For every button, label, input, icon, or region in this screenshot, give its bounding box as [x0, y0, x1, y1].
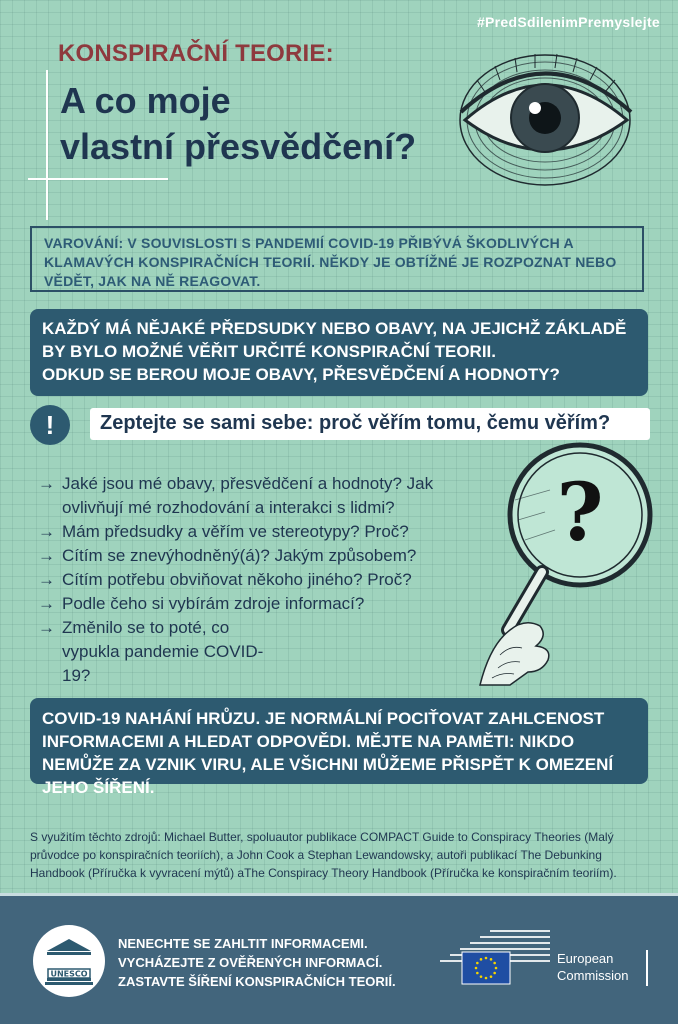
eu-star-icon: [476, 962, 479, 965]
unesco-logo: [33, 925, 105, 997]
eu-star-icon: [480, 975, 483, 978]
eu-star-icon: [490, 975, 493, 978]
list-item: [38, 520, 498, 544]
title-line-1: A co moje: [60, 80, 231, 121]
decorative-horizontal-line: [28, 178, 168, 180]
hashtag: #PredSdilenimPremyslejte: [476, 14, 660, 30]
arrow-icon: →: [38, 618, 55, 637]
divider: [646, 950, 648, 986]
question-text: Podle čeho si vybírám zdroje informací?: [62, 594, 365, 613]
list-item: [38, 568, 498, 592]
eu-star-icon: [495, 967, 498, 970]
question-heading: Zeptejte se sami sebe: proč věřím tomu, čemu věřím?: [90, 408, 650, 440]
question-text: Změnilo se to poté, co vypukla pandemie COVID-19?: [62, 618, 264, 685]
covid-message-box: COVID-19 NAHÁNÍ HRŮZU. JE NORMÁLNÍ POCIŤOVAT ZAHLCENOST INFORMACEMI A HLEDAT ODPOVĚDI. MĚJTE NA PAMĚTI: NIKDO NEMŮŽE ZA VZNIK VIRU, ALE VŠICHNI MŮŽEME PŘISPĚT K OMEZENÍ JEHO ŠÍŘENÍ.: [30, 698, 648, 784]
unesco-temple-icon: [33, 925, 105, 997]
footer-line-1: NENECHTE SE ZAHLTIT INFORMACEMI.: [118, 936, 368, 951]
question-text: Mám předsudky a věřím ve stereotypy? Proč?: [62, 522, 409, 541]
european-commission-name: [557, 950, 629, 984]
question-text: Cítím se znevýhodněný(á)? Jakým způsobem?: [62, 546, 417, 565]
list-item: [38, 472, 498, 520]
warning-box: VAROVÁNÍ: V SOUVISLOSTI S PANDEMIÍ COVID-19 PŘIBÝVÁ ŠKODLIVÝCH A KLAMAVÝCH KONSPIRAČNÍCH TEORIÍ. NĚKDY JE OBTÍŽNÉ JE ROZPOZNAT NEBO VĚDĚT, JAK NA NĚ REAGOVAT.: [30, 226, 644, 292]
sources-note: S využitím těchto zdrojů: Michael Butter, spoluautor publikace COMPACT Guide to Conspiracy Theories (Malý průvodce po konspiračních teoriích), a John Cook a Stephan Lewandowsky, autoři publikací The Debunking Handbook (Příručka k vyvracení mýtů) aThe Conspiracy Theory Handbook (Příručka ke konspiračním teoriím).: [30, 830, 617, 880]
eu-star-icon: [476, 972, 479, 975]
kicker-heading: KONSPIRAČNÍ TEORIE:: [58, 40, 334, 67]
arrow-icon: →: [38, 522, 55, 541]
ec-line-2: Commission: [557, 968, 629, 983]
prejudice-box: [30, 309, 648, 396]
list-item: [38, 544, 498, 568]
page-title: [60, 78, 460, 170]
title-line-2: vlastní přesvědčení?: [60, 126, 417, 167]
eye-illustration: [455, 40, 635, 190]
eu-star-icon: [485, 957, 488, 960]
eu-star-icon: [480, 958, 483, 961]
question-text: Cítím potřebu obviňovat někoho jiného? Proč?: [62, 570, 412, 589]
eu-star-icon: [493, 962, 496, 965]
question-list: [38, 472, 498, 688]
list-item: [38, 616, 498, 688]
prejudice-box-text: KAŽDÝ MÁ NĚJAKÉ PŘEDSUDKY NEBO OBAVY, NA JEJICHŽ ZÁKLADĚ BY BYLO MOŽNÉ VĚŘIT URČITÉ KONSPIRAČNÍ TEORII.: [42, 319, 627, 361]
eu-star-icon: [475, 967, 478, 970]
eu-star-icon: [493, 972, 496, 975]
decorative-vertical-line: [46, 70, 48, 220]
arrow-icon: →: [38, 474, 55, 493]
footer-line-3: ZASTAVTE ŠÍŘENÍ KONSPIRAČNÍCH TEORIÍ.: [118, 974, 396, 989]
question-text: Jaké jsou mé obavy, přesvědčení a hodnoty? Jak ovlivňují mé rozhodování a interakci s lidmi?: [62, 474, 434, 517]
ec-line-1: European: [557, 951, 614, 966]
arrow-icon: →: [38, 594, 55, 613]
magnifying-glass-illustration: [470, 440, 660, 690]
unesco-logo-text: UNESCO: [50, 969, 88, 979]
eu-star-icon: [485, 977, 488, 980]
exclamation-icon: !: [30, 405, 70, 445]
footer-line-2: VYCHÁZEJTE Z OVĚŘENÝCH INFORMACÍ.: [118, 955, 383, 970]
arrow-icon: →: [38, 570, 55, 589]
list-item: [38, 592, 498, 616]
question-mark-icon: ?: [556, 465, 604, 559]
prejudice-box-question: ODKUD SE BEROU MOJE OBAVY, PŘESVĚDČENÍ A HODNOTY?: [42, 365, 560, 384]
eu-star-icon: [490, 958, 493, 961]
footer-slogan: [118, 934, 418, 991]
european-commission-logo: [440, 930, 552, 990]
arrow-icon: →: [38, 546, 55, 565]
